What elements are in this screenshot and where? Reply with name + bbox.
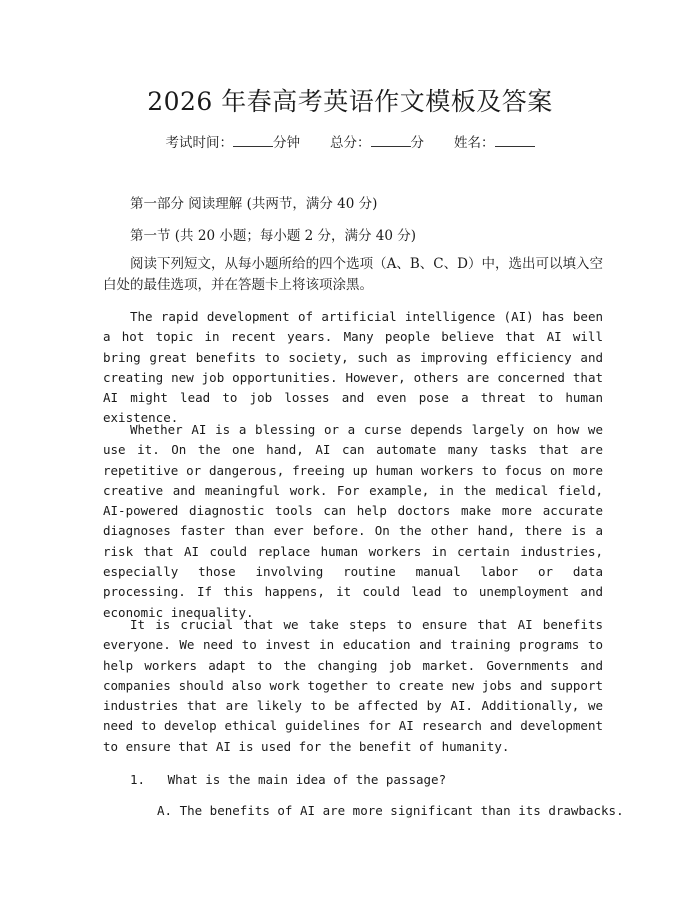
part-heading: 第一部分 阅读理解 (共两节，满分 40 分) [130, 196, 378, 212]
time-unit: 分钟 [273, 135, 300, 151]
score-blank[interactable] [371, 134, 411, 147]
score-label: 总分： [330, 135, 371, 151]
page-title: 2026 年春高考英语作文模板及答案 [147, 87, 553, 116]
instruction-text: 阅读下列短文，从每小题所给的四个选项（A、B、C、D）中，选出可以填入空白处的最佳选项，并在答题卡上将该项涂黑。 [103, 256, 603, 293]
section-heading: 第一节 (共 20 小题；每小题 2 分，满分 40 分) [130, 228, 417, 244]
score-unit: 分 [410, 135, 424, 151]
name-label: 姓名： [454, 135, 495, 151]
passage-paragraph-1: The rapid development of artificial intelligence (AI) has been a hot topic in recent years. Many people believe that AI will bring great benefits to society, such as improving efficiency and creating new job opportunities. However, others are concerned that AI might lead to job losses and even pose a threat to human existence. [103, 309, 603, 426]
question-1 [130, 772, 446, 787]
time-blank[interactable] [233, 134, 273, 147]
question-text: What is the main idea of the passage? [167, 772, 447, 787]
name-blank[interactable] [495, 134, 535, 147]
time-label: 考试时间： [165, 135, 233, 151]
passage-paragraph-2: Whether AI is a blessing or a curse depends largely on how we use it. On the one hand, AI can automate many tasks that are repetitive or dangerous, freeing up human workers to focus on more creative and meaningful work. For example, in the medical field, AI-powered diagnostic tools can help doctors make more accurate diagnoses faster than ever before. On the other hand, there is a risk that AI could replace human workers in certain industries, especially those involving routine manual labor or data processing. If this happens, it could lead to unemployment and economic inequality. [103, 422, 603, 620]
passage-paragraph-3: It is crucial that we take steps to ensure that AI benefits everyone. We need to invest in education and training programs to help workers adapt to the changing job market. Governments and companies should also work together to create new jobs and support industries that are likely to be affected by AI. Additionally, we need to develop ethical guidelines for AI research and development to ensure that AI is used for the benefit of humanity. [103, 617, 603, 754]
question-number: 1. [130, 772, 146, 787]
question-1-option-a[interactable]: A. The benefits of AI are more significant than its drawbacks. [157, 803, 624, 818]
exam-meta-line [0, 131, 700, 151]
